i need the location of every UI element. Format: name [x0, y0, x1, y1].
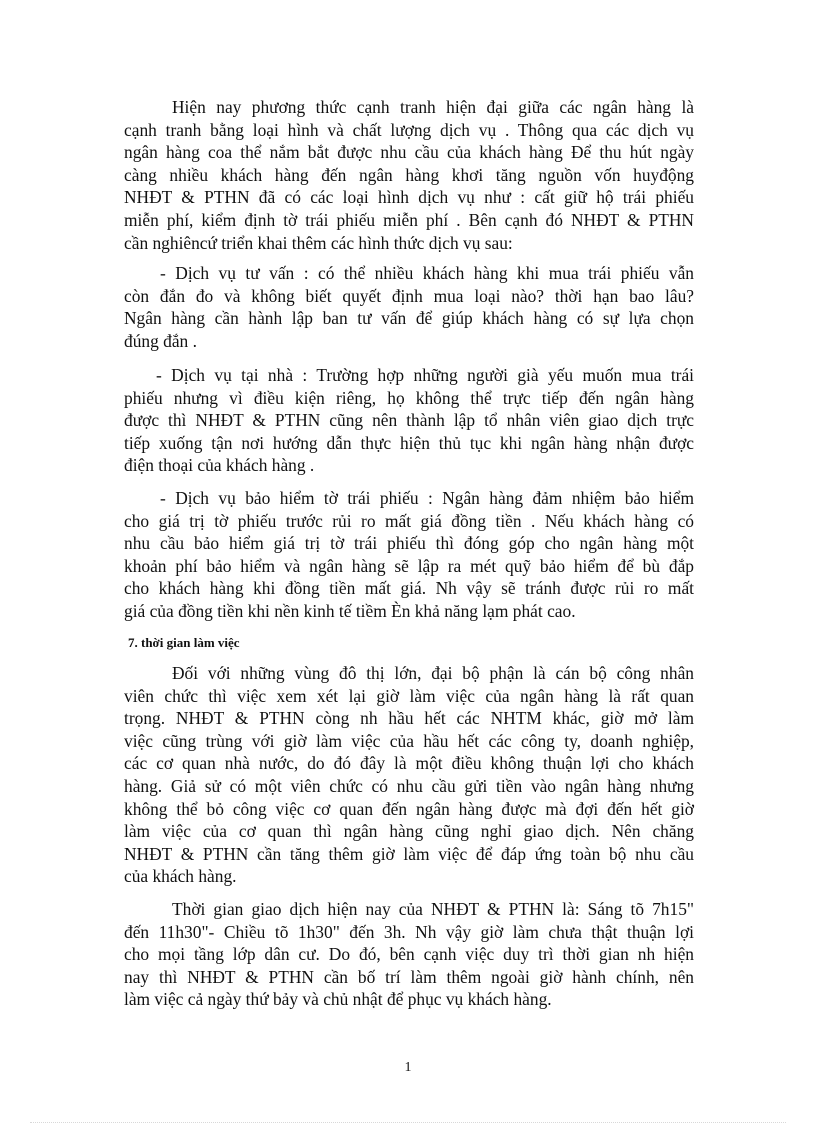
page-number: 1	[404, 1060, 412, 1075]
text-line: Hiện nay phương thức cạnh tranh hiện đại giữa các ngân hàng là	[172, 97, 694, 117]
text-line: cạnh tranh bằng loại hình và chất lượng dịch vụ . Thông qua các dịch vụ	[124, 119, 694, 140]
text-line: miễn phí, kiểm định tờ trái phiếu miễn phí . Bên cạnh đó NHĐT & PTHN	[124, 209, 694, 230]
text-line: làm việc của cơ quan thì ngân hàng cũng nghỉ giao dịch. Nên chăng	[124, 821, 694, 842]
paragraph-intro	[124, 96, 694, 254]
section-heading: 7. thời gian làm việc	[128, 635, 240, 650]
text-line: - Dịch vụ bảo hiểm tờ trái phiếu : Ngân hàng đảm nhiệm bảo hiểm	[160, 488, 694, 508]
text-line: Ngân hàng cần hành lập ban tư vấn để giúp khách hàng có sự lựa chọn	[124, 308, 694, 329]
text-line: càng nhiều khách hàng đến ngân hàng khơi tăng nguồn vốn huyđộng	[124, 164, 694, 185]
text-line: còn đắn đo và không biết quyết định mua loại nào? thời hạn bao lâu?	[124, 285, 694, 306]
text-line: Đối với những vùng đô thị lớn, đại bộ phận là cán bộ công nhân	[172, 663, 694, 683]
paragraph-transaction-hours	[124, 898, 694, 1011]
text-line: trọng. NHĐT & PTHN còng nh hầu hết các NHTM khác, giờ mở làm	[124, 708, 694, 729]
text-line: - Dịch vụ tại nhà : Trường hợp những người già yếu muốn mua trái	[156, 365, 694, 385]
text-line: NHĐT & PTHN cần tăng thêm giờ làm việc để đáp ứng toàn bộ nhu cầu	[124, 843, 694, 864]
text-line: NHĐT & PTHN đã có các loại hình dịch vụ như : cất giữ hộ trái phiếu	[124, 187, 694, 208]
text-line: đến 11h30"- Chiều tõ 1h30" đến 3h. Nh vậy giờ làm chưa thật thuận lợi	[124, 921, 694, 942]
text-line: viên chức thì việc xem xét lại giờ làm việc của ngân hàng là rất quan	[124, 685, 694, 706]
text-line: của khách hàng.	[124, 866, 237, 887]
text-line: hàng. Giả sử có một viên chức có nhu cầu gửi tiền vào ngân hàng nhưng	[124, 775, 694, 796]
text-line: khoản phí bảo hiểm và ngân hàng sẽ lập ra mét quỹ bảo hiểm để bù đắp	[124, 555, 694, 576]
paragraph-advisory-service	[124, 262, 694, 352]
text-line: - Dịch vụ tư vấn : có thể nhiều khách hàng khi mua trái phiếu vẫn	[160, 263, 694, 283]
paragraph-working-hours	[124, 662, 694, 888]
text-line: giá của đồng tiền khi nền kinh tế tiềm Èn khả năng lạm phát cao.	[124, 600, 576, 621]
text-line: làm việc cả ngày thứ bảy và chủ nhật để phục vụ khách hàng.	[124, 989, 552, 1010]
text-line: ngân hàng coa thể nắm bắt được nhu cầu của khách hàng Để thu hút ngày	[124, 142, 694, 163]
paragraph-insurance-service	[124, 487, 694, 623]
text-line: các cơ quan nhà nước, do đó đây là một điều không thuận lợi cho khách	[124, 753, 694, 774]
text-line: đúng đắn .	[124, 330, 197, 351]
text-line: cho mọi tầng lớp dân cư. Do đó, bên cạnh việc duy trì thời gian nh hiện	[124, 944, 694, 965]
text-line: phiếu nhưng vì điều kiện riêng, họ không thể trực tiếp đến ngân hàng	[124, 387, 694, 408]
text-line: tiếp xuống tận nơi hướng dẫn thực hiện thủ tục khi ngân hàng nhận được	[124, 432, 694, 453]
text-line: cho giá trị tờ phiếu trước rủi ro mất giá đồng tiền . Nếu khách hàng có	[124, 510, 694, 531]
text-line: cho khách hàng khi đồng tiền mất giá. Nh vậy sẽ tránh được rủi ro mất	[124, 578, 694, 599]
text-line: không thể bỏ công việc cơ quan đến ngân hàng được mà đợi đến hết giờ	[124, 798, 694, 819]
text-line: được thì NHĐT & PTHN cũng nên thành lập tổ nhân viên giao dịch trực	[124, 410, 694, 431]
text-line: cần nghiêncứ triển khai thêm các hình thức dịch vụ sau:	[124, 232, 513, 253]
text-line: điện thoại của khách hàng .	[124, 455, 315, 476]
text-line: nay thì NHĐT & PTHN cần bố trí làm thêm ngoài giờ hành chính, nên	[124, 966, 694, 987]
paragraph-home-service	[124, 364, 694, 477]
text-line: nhu cầu bảo hiểm giá trị tờ trái phiếu thì đóng góp cho ngân hàng một	[124, 533, 694, 554]
text-line: Thời gian giao dịch hiện nay của NHĐT & PTHN là: Sáng tõ 7h15"	[172, 899, 694, 919]
text-line: việc cũng trùng với giờ làm việc của hầu hết các công ty, doanh nghiệp,	[124, 730, 694, 751]
